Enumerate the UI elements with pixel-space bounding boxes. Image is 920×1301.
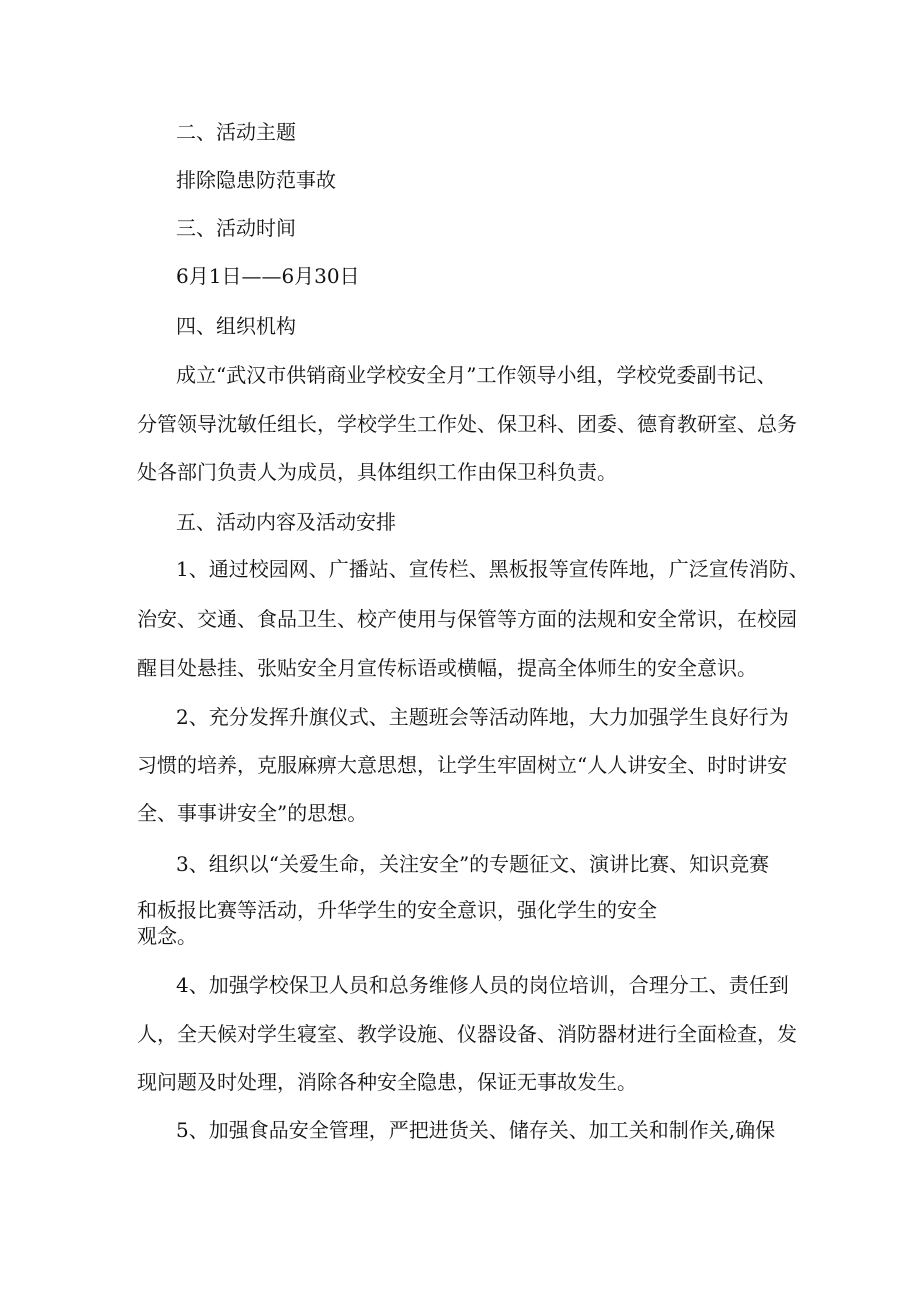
item-2-line: 习惯的培养，克服麻痹大意思想，让学生牢固树立“人人讲安全、时时讲安: [137, 753, 788, 777]
item-2-line: 2、充分发挥升旗仪式、主题班会等活动阵地，大力加强学生良好行为: [176, 705, 789, 729]
item-1-line: 1、通过校园网、广播站、宣传栏、黑板报等宣传阵地，广泛宣传消防、: [176, 557, 809, 581]
item-3-line: 和板报比赛等活动，升华学生的安全意识，强化学生的安全: [137, 898, 657, 922]
heading-organization: 四、组织机构: [176, 314, 296, 338]
item-1-line: 醒目处悬挂、张贴安全月宣传标语或横幅，提高全体师生的安全意识。: [137, 656, 757, 680]
item-3-line: 3、组织以“关爱生命，关注安全”的专题征文、演讲比赛、知识竞赛: [176, 852, 770, 876]
organization-paragraph-line: 处各部门负责人为成员，具体组织工作由保卫科负责。: [137, 460, 617, 484]
item-4-line: 4、加强学校保卫人员和总务维修人员的岗位培训，合理分工、责任到: [176, 973, 789, 997]
item-1-line: 治安、交通、食品卫生、校产使用与保管等方面的法规和安全常识，在校园: [137, 607, 797, 631]
organization-paragraph-line: 成立“武汉市供销商业学校安全月”工作领导小组，学校党委副书记、: [176, 363, 777, 387]
organization-paragraph-line: 分管领导沈敏任组长，学校学生工作处、保卫科、团委、德育教研室、总务: [137, 412, 797, 436]
item-4-line: 人，全天候对学生寝室、教学设施、仪器设备、消防器材进行全面检查，发: [137, 1022, 797, 1046]
item-2-line: 全、事事讲安全”的思想。: [137, 801, 368, 825]
activity-theme-text: 排除隐患防范事故: [176, 168, 336, 192]
heading-activity-theme: 二、活动主题: [176, 120, 296, 144]
heading-activity-content: 五、活动内容及活动安排: [176, 510, 396, 534]
heading-activity-time: 三、活动时间: [176, 216, 296, 240]
item-4-line: 现问题及时处理，消除各种安全隐患，保证无事故发生。: [137, 1070, 637, 1094]
item-5-line: 5、加强食品安全管理，严把进货关、储存关、加工关和制作关,确保: [176, 1118, 776, 1142]
activity-time-text: 6月1日——6月30日: [176, 264, 360, 288]
item-3-line: 观念。: [137, 924, 197, 948]
